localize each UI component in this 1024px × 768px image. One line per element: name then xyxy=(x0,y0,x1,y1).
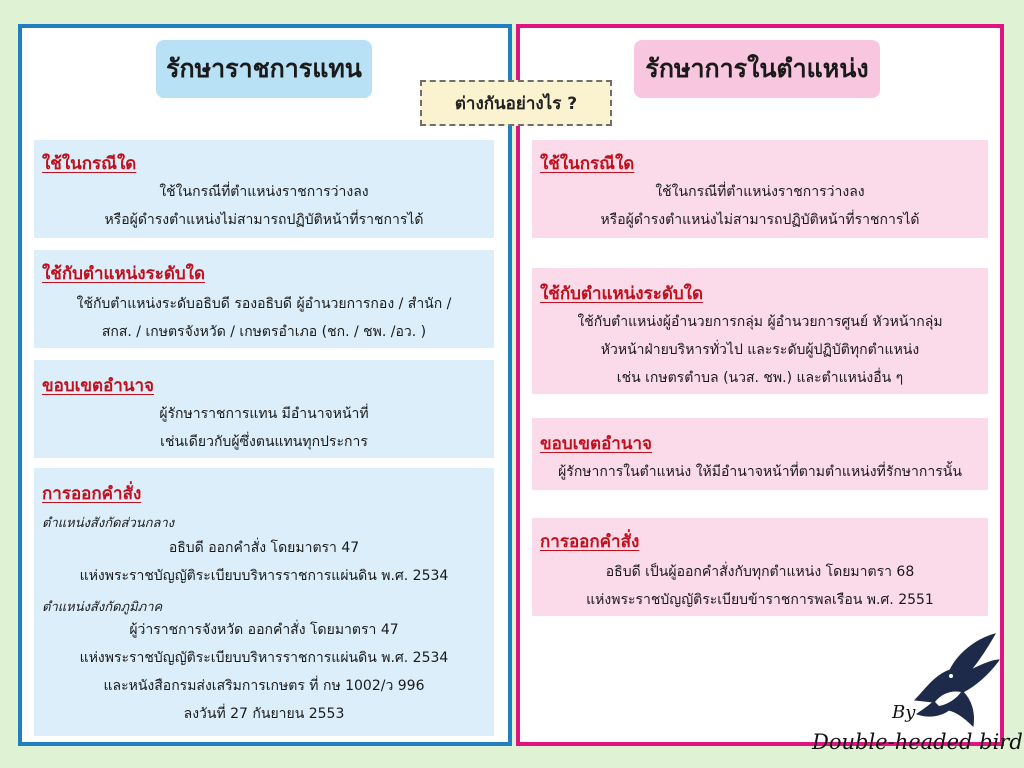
section-title: ใช้กับตำแหน่งระดับใด xyxy=(42,264,206,284)
section-line: ใช้ในกรณีที่ตำแหน่งราชการว่างลง xyxy=(159,184,369,200)
section-line: เช่น เกษตรตำบล (นวส. ชพ.) และตำแหน่งอื่น ๆ xyxy=(616,370,904,386)
left-header: รักษาราชการแทน xyxy=(156,40,372,98)
section-line: สกส. / เกษตรจังหวัด / เกษตรอำเภอ (ชก. / ชพ. /อว. ) xyxy=(101,324,427,340)
left-section-order xyxy=(34,468,494,736)
right-header: รักษาการในตำแหน่ง xyxy=(634,40,880,98)
section-title: การออกคำสั่ง xyxy=(42,484,142,504)
section-title: ขอบเขตอำนาจ xyxy=(540,434,652,454)
section-line: ลงวันที่ 27 กันยายน 2553 xyxy=(183,706,345,722)
left-section-level xyxy=(34,250,494,348)
section-line: อธิบดี เป็นผู้ออกคำสั่งกับทุกตำแหน่ง โดยมาตรา 68 xyxy=(605,564,915,580)
left-section-authority xyxy=(34,360,494,458)
right-section-authority xyxy=(532,418,988,490)
signature-name: Double-headed bird xyxy=(812,730,1023,754)
section-title: ใช้ในกรณีใด xyxy=(540,154,635,174)
right-section-order xyxy=(532,518,988,616)
section-line: หรือผู้ดำรงตำแหน่งไม่สามารถปฏิบัติหน้าที่ราชการได้ xyxy=(104,212,424,228)
section-title: ใช้กับตำแหน่งระดับใด xyxy=(540,284,704,304)
right-section-usage xyxy=(532,140,988,238)
section-title: ใช้ในกรณีใด xyxy=(42,154,137,174)
section-line: แห่งพระราชบัญญัติระเบียบบริหารราชการแผ่นดิน พ.ศ. 2534 xyxy=(79,650,449,666)
question-box: ต่างกันอย่างไร ? xyxy=(420,80,612,126)
section-line: ใช้ในกรณีที่ตำแหน่งราชการว่างลง xyxy=(655,184,865,200)
section-line: ผู้รักษาการในตำแหน่ง ให้มีอำนาจหน้าที่ตามตำแหน่งที่รักษาการนั้น xyxy=(558,464,962,480)
right-section-level xyxy=(532,268,988,394)
signature-by: By xyxy=(892,702,916,723)
section-line: แห่งพระราชบัญญัติระเบียบบริหารราชการแผ่นดิน พ.ศ. 2534 xyxy=(79,568,449,584)
section-line: เช่นเดียวกับผู้ซึ่งตนแทนทุกประการ xyxy=(160,434,368,450)
section-subtitle: ตำแหน่งสังกัดภูมิภาค xyxy=(42,600,163,615)
section-line: หรือผู้ดำรงตำแหน่งไม่สามารถปฏิบัติหน้าที่ราชการได้ xyxy=(600,212,920,228)
section-line: ใช้กับตำแหน่งผู้อำนวยการกลุ่ม ผู้อำนวยการศูนย์ หัวหน้ากลุ่ม xyxy=(577,314,943,330)
section-line: ผู้ว่าราชการจังหวัด ออกคำสั่ง โดยมาตรา 47 xyxy=(129,622,399,638)
section-line: และหนังสือกรมส่งเสริมการเกษตร ที่ กษ 1002/ว 996 xyxy=(103,678,425,694)
section-line: หัวหน้าฝ่ายบริหารทั่วไป และระดับผู้ปฏิบัติทุกตำแหน่ง xyxy=(600,342,920,358)
section-line: อธิบดี ออกคำสั่ง โดยมาตรา 47 xyxy=(168,540,360,556)
section-title: ขอบเขตอำนาจ xyxy=(42,376,154,396)
section-line: แห่งพระราชบัญญัติระเบียบข้าราชการพลเรือน พ.ศ. 2551 xyxy=(586,592,934,608)
left-section-usage xyxy=(34,140,494,238)
section-title: การออกคำสั่ง xyxy=(540,532,640,552)
signature xyxy=(812,700,1023,760)
section-line: ใช้กับตำแหน่งระดับอธิบดี รองอธิบดี ผู้อำนวยการกอง / สำนัก / xyxy=(76,296,452,312)
section-subtitle: ตำแหน่งสังกัดส่วนกลาง xyxy=(42,516,175,531)
section-line: ผู้รักษาราชการแทน มีอำนาจหน้าที่ xyxy=(159,406,369,422)
